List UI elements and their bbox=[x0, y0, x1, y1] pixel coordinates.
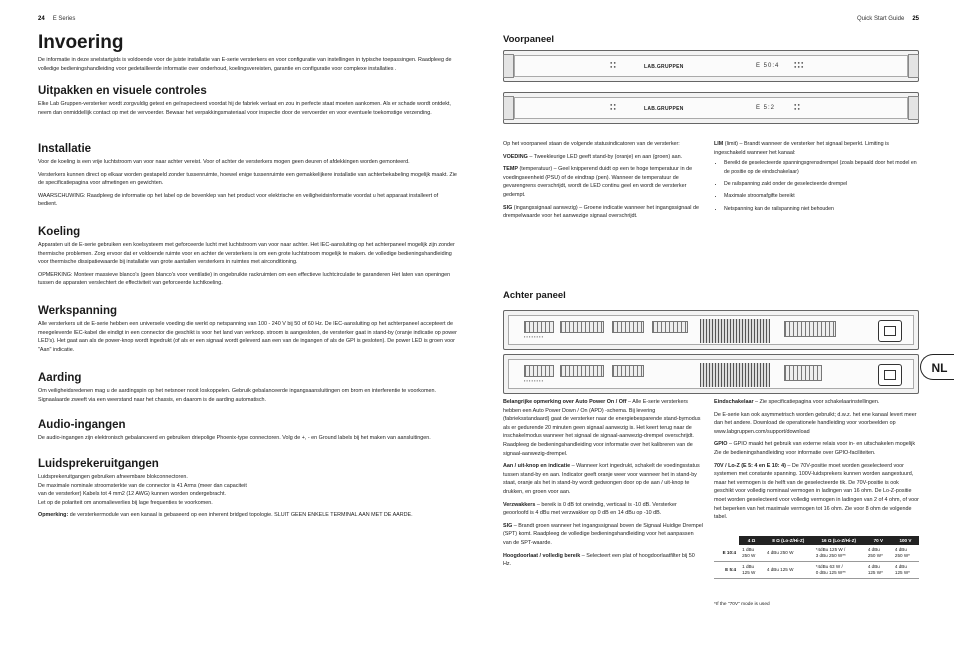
list-item: • Bereikt de geselecteerde spanningsgrensdrempel (zoals bepaald door het model en de positie op de eindschakelaar) bbox=[724, 159, 919, 176]
rear-item-text: – Selecteert een plat of hoogdoorlaatfilter bij 50 Hz. bbox=[503, 552, 695, 568]
ground-heading: Aarding bbox=[38, 372, 82, 384]
rear-item-text: – Alle E-serie versterkers hebben een Auto Power Down / On (APD) -schema. Bij levering (fabrieksstandaard) gaat de versterker naar de energiebesparende stand-bymodus als er gedurende 20 minuten geen signaal aanwezig is. Het keert terug naar de inschakelmodus wanneer het signaal de signaal-aanwezig-drempel overschrijdt. Raadpleeg de bedieningshandleiding voor informatie over het kalibreren van de signaal-aanwezig-drempel. bbox=[503, 399, 701, 457]
end-item-70v bbox=[714, 462, 919, 522]
rear-item-text: – Brandt groen wanneer het ingangssignaal boven de Signaal Huidige Drempel (SPT) komt. Raadpleeg de volledige bedieningshandleiding voor het aanpassen van de SPT-waarde. bbox=[503, 522, 703, 546]
language-tab: NL bbox=[920, 354, 954, 380]
front-panel-heading: Voorpaneel bbox=[503, 34, 555, 45]
series-name: E Series bbox=[52, 16, 76, 22]
status-leds: ● ● ● ● bbox=[610, 60, 616, 69]
speaker-note-label: Opmerking: bbox=[38, 512, 69, 519]
unpack-heading: Uitpakken en visuele controles bbox=[38, 85, 207, 97]
rear-item-attenuators bbox=[503, 501, 703, 518]
table-cell: 4 dBu 125 W bbox=[764, 562, 813, 579]
speaker-note-text: de versterkermodule van een kanaal is gebaseerd op een inherent bridged topologie. SLUIT GEEN ENKELE TERMINAL AAN MET DE AARDE. bbox=[68, 512, 413, 519]
rack-ear-right bbox=[908, 96, 919, 120]
unpack-section bbox=[38, 84, 458, 117]
speaker-line-4: Let op de polariteit om anomalieverlies bij lage frequenties te voorkomen. bbox=[38, 499, 213, 506]
front-panel-face bbox=[514, 97, 908, 119]
intro-text: De informatie in deze snelstartgids is voldoende voor de juiste installatie van E-serie versterkers en voor configuratie van instellingen in typische toepassingen. Raadpleeg de volledige bedieningshandleiding voor gedetailleerde informatie over onderhoud, koelingsvereisten, garantie en configuratie voor complexe installaties . bbox=[38, 57, 452, 72]
table-row bbox=[714, 545, 919, 562]
table-cell: E 5:4 bbox=[714, 562, 739, 579]
speaker-output-connector bbox=[784, 321, 836, 337]
rear-item-text: – bereik is 0 dB tot oneindig, verticaal is -10 dB. Versterker geoorloofd is 4 dBu met verzwakker op 0 dB en 14 dBu op -10 dB. bbox=[503, 501, 677, 517]
end-item-text: – De 70V-positie moet worden geselecteerd voor systemen met constante spanning. 100V-luidsprekers kunnen worden aangestuurd, maar het vermogen is de helft van de geselecteerde tik. De 70V-positie is ook geschikt voor volledig nominaal vermogen in ladingen van 16 ohm. De Lo-Z-positie moet worden geselecteerd voor volledig vermogen in ladingen van 2 of 4 ohm, of voor het beperken van het maximale vermogen tot 16 ohm. Zie voor 8 ohm de volgende tabel. bbox=[714, 462, 919, 521]
table-header-row bbox=[714, 536, 919, 545]
rear-labels: ▪ ▪ ▪ ▪ ▪ ▪ ▪ ▪ bbox=[524, 334, 544, 339]
brand-logo: LAB.GRUPPEN bbox=[644, 106, 684, 112]
table-row bbox=[714, 562, 919, 579]
front-panel-face bbox=[514, 55, 908, 77]
speaker-heading: Luidsprekeruitgangen bbox=[38, 458, 159, 470]
end-item-gpio bbox=[714, 440, 919, 457]
audio-heading: Audio-ingangen bbox=[38, 419, 126, 431]
rear-panel-device-top bbox=[503, 310, 919, 350]
rear-item-power-button bbox=[503, 462, 703, 496]
ground-text: Om veiligheidsredenen mag u de aardingspin op het netsnoer nooit loskoppelen. Gebruik gebalanceerde ingangsaansluitingen om brom en interferentie te voorkomen. Signaalaarde zweeft via een weerstand naar het chassis, en daarom is de aarding automatisch. bbox=[38, 388, 436, 403]
lim-bullet-list bbox=[714, 159, 919, 213]
table-cell: *4dBu 63 W / 0 dBu 125 W** bbox=[813, 562, 865, 579]
voltage-section bbox=[38, 304, 458, 354]
rear-panel-heading: Achter paneel bbox=[503, 290, 566, 301]
end-item-label: Eindschakelaar bbox=[714, 399, 754, 405]
table-cell: *4dBu 125 W / 3 dBu 250 W** bbox=[813, 545, 865, 562]
cooling-section bbox=[38, 225, 458, 288]
page-number-left: 24 bbox=[38, 16, 45, 22]
end-item-text: – Zie specificatiepagina voor schakelaarinstellingen. bbox=[753, 399, 880, 405]
front-item-temp bbox=[503, 165, 703, 199]
status-leds: ● ● ● ● bbox=[610, 102, 616, 111]
rear-item-highpass bbox=[503, 552, 703, 569]
end-item-switch bbox=[714, 398, 919, 407]
iec-power-inlet bbox=[878, 320, 902, 342]
guide-name: Quick Start Guide bbox=[856, 16, 905, 22]
speaker-output-connector bbox=[784, 365, 822, 381]
rear-item-text: – Wanneer kort ingedrukt, schakelt de voedingsstatus tussen stand-by en aan. Indicator geeft oranje weer voor wanneer het in stand-by staat, oranje als het in stand-by wordt gedwongen door op de aan / uit-knop te drukken, en groen voor aan. bbox=[503, 463, 700, 495]
input-connector bbox=[524, 321, 554, 333]
end-switch-description bbox=[714, 398, 919, 522]
rear-panel-description bbox=[503, 398, 703, 569]
rear-item-apd bbox=[503, 398, 703, 458]
page-number-right: 25 bbox=[912, 16, 919, 22]
rear-labels: ▪ ▪ ▪ ▪ ▪ ▪ ▪ ▪ bbox=[524, 378, 544, 383]
front-panel-device-bottom bbox=[503, 92, 919, 124]
table-header: 4 Ω bbox=[739, 536, 764, 545]
rear-item-label: Hoogdoorlaat / volledig bereik bbox=[503, 552, 581, 559]
front-item-text: (temperatuur) – Geel knipperend duidt op een te hoge temperatuur in de voedingseenheid (PSU) of de eindtrap (pen). Wanneer de temperatuur de gevarengrens overschrijdt, wordt de LED continu geel en wordt de versterker gedempt. bbox=[503, 166, 693, 198]
end-item-text: De E-serie kan ook asymmetrisch worden gebruikt; d.w.z. het ene kanaal levert meer dan het andere. Download de operationele handleiding voor voorbeelden op www.labgruppen.com/support/download bbox=[714, 411, 917, 435]
table-footnote: *If the "70V" mode is used bbox=[714, 602, 770, 607]
channel-leds: ● ● ● ● ● ● bbox=[794, 60, 804, 69]
input-connector bbox=[524, 365, 554, 377]
table-cell: 4 dBu 250 W* bbox=[892, 545, 919, 562]
lim-text: (limit) – Brandt wanneer de versterker het signaal beperkt. Limiting is ingeschakeld wanneer het kanaal: bbox=[714, 141, 889, 156]
table-cell: 4 dBu 125 W* bbox=[865, 562, 892, 579]
right-page bbox=[477, 0, 954, 648]
table-cell: 4 dBu 250 W* bbox=[865, 545, 892, 562]
table-header: 16 Ω (Lo-Z/Hi-Z) bbox=[813, 536, 865, 545]
rear-panel-device-bottom bbox=[503, 354, 919, 394]
rear-item-label: SIG bbox=[503, 522, 513, 529]
front-item-text: (ingangssignaal aanwezig) – Groene indicatie wanneer het ingangssignaal de drempelwaarde voor het aanwezige signaal overschrijdt. bbox=[503, 204, 699, 220]
intro-section bbox=[38, 32, 458, 73]
rack-ear-right bbox=[908, 54, 919, 78]
voltage-text: Alle versterkers uit de E-serie hebben een universele voeding die werkt op netspanning van 100 - 240 V bij 50 of 60 Hz. De IEC-aansluiting op het achterpaneel accepteert de meegeleverde IEC-kabel die eindigt in een connector die geschikt is voor het land van verkoop. stroom is aangesloten, de versterker gaat in stand-by (oranje indicatie op power LED's). Het gaat aan als de power-knop wordt ingedrukt (of als er een signaal wordt geleverd aan een van de ingangen of als de GPI is gesloten). De power LED is groen voor "Aan" indicatie. bbox=[38, 321, 457, 353]
rear-item-label: Belangrijke opmerking over Auto Power On / Off bbox=[503, 399, 627, 405]
table-cell: 4 dBu 125 W* bbox=[892, 562, 919, 579]
channel-leds: ● ● ● ● bbox=[794, 102, 800, 111]
table-header: 8 Ω (Lo-Z/Hi-Z) bbox=[764, 536, 813, 545]
power-table bbox=[714, 536, 919, 579]
audio-text: De audio-ingangen zijn elektronisch gebalanceerd en gebruiken driepolige Phoenix-type connectoren. Volg de +, - en Ground labels bij het maken van aansluitingen. bbox=[38, 435, 431, 441]
voltage-heading: Werkspanning bbox=[38, 305, 118, 317]
cooling-text-2: OPMERKING: Monteer massieve blanco's (geen blanco's voor ventilatie) in ongebruikte rackruimten om een effectieve luchtcirculatie te garanderen Het laten van openingen tussen de apparaten verslechtert de effectiviteit van geforceerde luchtkoeling. bbox=[38, 271, 451, 287]
fan-grille bbox=[700, 319, 770, 343]
install-heading: Installatie bbox=[38, 143, 92, 155]
speaker-section bbox=[38, 457, 458, 520]
table-cell: 1 dBu 125 W bbox=[739, 562, 764, 579]
front-item-text: – Tweekleurige LED geeft stand-by (oranje) en aan (groen) aan. bbox=[527, 153, 683, 160]
model-label: E 5:2 bbox=[756, 105, 776, 111]
ground-section bbox=[38, 371, 458, 404]
front-item-power bbox=[503, 153, 703, 162]
table-header: 70 V bbox=[865, 536, 892, 545]
rear-item-label: Verzwakkers bbox=[503, 501, 536, 508]
front-item-label: VOEDING bbox=[503, 153, 528, 160]
limit-description bbox=[714, 140, 919, 217]
page-title: Invoering bbox=[38, 32, 124, 53]
end-item-label: 70V / Lo-Z (E 5: 4 en E 10: 4) bbox=[714, 462, 786, 469]
table-cell: 1 dBu 250 W bbox=[739, 545, 764, 562]
brand-logo: LAB.GRUPPEN bbox=[644, 64, 684, 70]
install-text-1: Voor de koeling is een vrije luchtstroom van voor naar achter vereist. Voor of achter de versterkers mogen geen deuren of afdekkingen worden gemonteerd. bbox=[38, 159, 410, 165]
table-cell: 4 dBu 250 W bbox=[764, 545, 813, 562]
speaker-line-1: Luidsprekeruitgangen gebruiken afneembare blokconnectoren. bbox=[38, 474, 188, 480]
rack-ear-left bbox=[503, 96, 514, 120]
rack-ear-left bbox=[503, 54, 514, 78]
list-item: • Netspanning kan de railspanning niet behouden bbox=[724, 205, 919, 213]
install-text-3: WAARSCHUWING: Raadpleeg de informatie op het label op de bovenklep van het product voor elektrische en veiligheidsinformatie voordat u het apparaat installeert of bedient. bbox=[38, 192, 439, 208]
list-item: • Maximale stroomafgifte bereikt bbox=[724, 192, 919, 200]
front-panel-description bbox=[503, 140, 703, 221]
table-header: 100 V bbox=[892, 536, 919, 545]
front-item-label: TEMP bbox=[503, 166, 518, 173]
cooling-text-1: Apparaten uit de E-serie gebruiken een koelsysteem met geforceerde lucht met luchtstroom van voor naar achter. Het IEC-aansluiting op het achterpaneel mogelijk zijn zonder thermische problemen. Zorg ervoor dat er voldoende ruimte voor en achter de versterkers is om een grote luchtstroom mogelijk te maken. de volledige bedieningshandleiding voor thermische dissipatiewaarde bij installatie van grote aantallen versterkers in ruimtes met airconditioning. bbox=[38, 242, 455, 266]
table-cell: E 10:4 bbox=[714, 545, 739, 562]
lim-item bbox=[714, 140, 919, 157]
rear-item-label: Aan / uit-knop en indicatie bbox=[503, 463, 571, 470]
install-section bbox=[38, 142, 458, 209]
list-item: • De railspanning zakt onder de geselecteerde drempel bbox=[724, 180, 919, 188]
speaker-line-2: De maximale nominale stroomsterkte van de connector is 41 Arms (meer dan capaciteit bbox=[38, 482, 247, 489]
iec-power-inlet bbox=[878, 364, 902, 386]
end-item-label: GPIO bbox=[714, 441, 728, 448]
cooling-heading: Koeling bbox=[38, 226, 81, 238]
front-item-label: SIG bbox=[503, 204, 513, 211]
fan-grille bbox=[700, 363, 770, 387]
header-left bbox=[38, 16, 75, 22]
speaker-line-3: van de versterker) Kabels tot 4 mm2 (12 AWG) kunnen worden ondergebracht. bbox=[38, 491, 226, 498]
header-right bbox=[817, 16, 919, 22]
lim-label: LIM bbox=[714, 141, 724, 147]
end-item-text: – GPIO maakt het gebruik van externe relais voor in- en uitschakelen mogelijk Zie de bedieningshandleiding voor informatie over GPIO-faciliteiten. bbox=[714, 441, 916, 456]
gpio-connector bbox=[612, 321, 644, 333]
model-label: E 50:4 bbox=[756, 63, 780, 69]
front-panel-device-top bbox=[503, 50, 919, 82]
input-connector bbox=[560, 321, 604, 333]
front-intro: Op het voorpaneel staan de volgende statusindicatoren van de versterker: bbox=[503, 141, 680, 147]
end-item-asymmetric bbox=[714, 411, 919, 437]
rear-item-sig bbox=[503, 522, 703, 548]
gpio-connector bbox=[612, 365, 644, 377]
unpack-text: Elke Lab Gruppen-versterker wordt zorgvuldig getest en geïnspecteerd voordat hij de fabriek verlaat en zou in perfecte staat moeten aankomen. Als er schade wordt ontdekt, neem dan onmiddellijk contact op met de vervoerder. Bewaar het verpakkingsmateriaal voor inspectie door de vervoerder en voor eventuele toekomstige verzending. bbox=[38, 101, 451, 116]
front-item-sig bbox=[503, 204, 703, 221]
switch-block bbox=[652, 321, 688, 333]
input-connector bbox=[560, 365, 604, 377]
audio-section bbox=[38, 418, 458, 443]
install-text-2: Versterkers kunnen direct op elkaar worden gestapeld zonder tussenruimte, hoewel enige tussenruimte een gemakkelijkere installatie van achterbekabeling mogelijk maakt. Zie de specificatiepagina voor afmetingen en gewichten. bbox=[38, 171, 457, 187]
table-header bbox=[714, 536, 739, 545]
speaker-note bbox=[38, 511, 458, 520]
